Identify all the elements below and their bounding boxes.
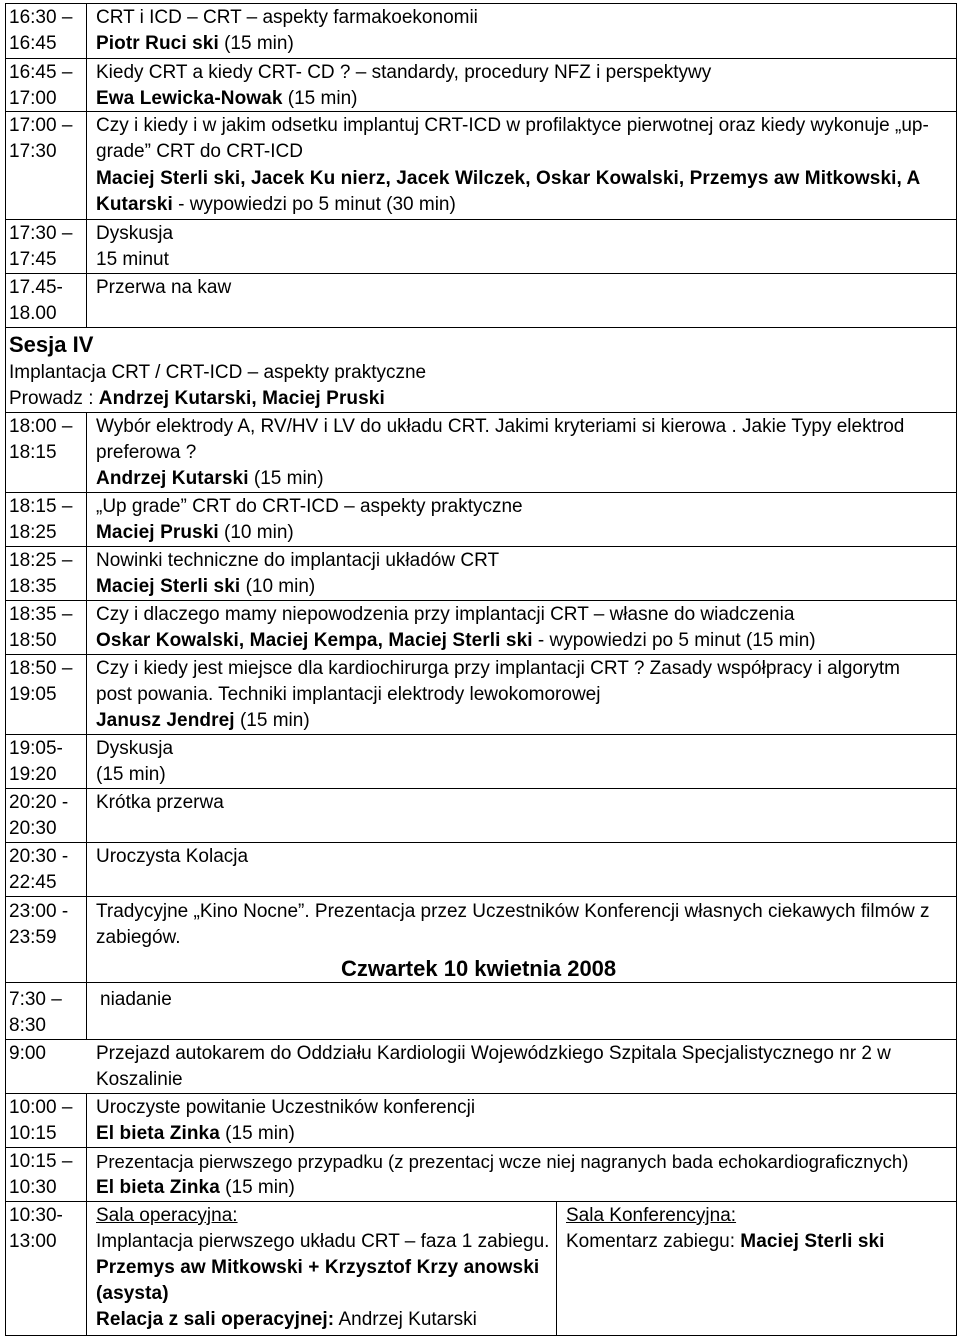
talk-title: Przerwa na kaw xyxy=(96,277,232,298)
relay-line xyxy=(96,1307,477,1333)
talk-title: Dyskusja xyxy=(96,738,174,759)
assist-line: (asysta) xyxy=(96,1283,169,1304)
talk-title-line2: Koszalinie xyxy=(96,1069,183,1090)
chairs-names: Andrzej Kutarski, Maciej Pruski xyxy=(98,388,385,409)
talk-speaker-line xyxy=(96,520,294,546)
duration: - wypowiedzi po 5 minut (15 min) xyxy=(537,630,816,651)
time-column-divider xyxy=(86,412,87,983)
talk-title: „Up grade” CRT do CRT-ICD – aspekty praktyczne xyxy=(96,496,523,517)
session-topic: Implantacja CRT / CRT-ICD – aspekty praktyczne xyxy=(9,362,427,383)
time-end: 22:45 xyxy=(9,872,57,893)
talk-title-line2: zabiegów. xyxy=(96,927,181,948)
commentary-label: Komentarz zabiegu: xyxy=(566,1231,735,1252)
speaker-name: Piotr Ruci ski xyxy=(96,33,219,54)
talk-title-line1: Wybór elektrody A, RV/HV i LV do układu CRT. Jakimi kryteriami si kierowa . Jakie Typy elektrod xyxy=(96,416,905,437)
talk-speaker-line xyxy=(96,192,456,218)
room-column-divider xyxy=(556,1201,557,1336)
time-end: 17:45 xyxy=(9,249,57,270)
day-heading: Czwartek 10 kwietnia 2008 xyxy=(341,956,617,981)
talk-speaker-line xyxy=(96,708,310,734)
time-end: 18:35 xyxy=(9,576,57,597)
time-end: 19:05 xyxy=(9,684,57,705)
talk-title: Nowinki techniczne do implantacji układów CRT xyxy=(96,550,500,571)
operators-line: Przemys aw Mitkowski + Krzysztof Krzy anowski xyxy=(96,1257,540,1278)
speaker-name: Maciej Pruski xyxy=(96,522,219,543)
talk-title: niadanie xyxy=(100,989,172,1010)
talk-speaker-line xyxy=(96,628,816,654)
speaker-name: Kutarski xyxy=(96,194,173,215)
row-divider xyxy=(5,273,957,274)
time-start: 10:15 – xyxy=(9,1151,73,1172)
duration: (15 min) xyxy=(253,468,324,489)
row-divider xyxy=(5,788,957,789)
speaker-name: Ewa Lewicka-Nowak xyxy=(96,88,283,109)
room-heading-conference: Sala Konferencyjna: xyxy=(566,1205,737,1226)
talk-title: Czy i dlaczego mamy niepowodzenia przy implantacji CRT – własne do wiadczenia xyxy=(96,604,795,625)
speaker-name: Andrzej Kutarski xyxy=(96,468,249,489)
speaker-name: Maciej Sterli ski xyxy=(96,576,241,597)
time-end: 18.00 xyxy=(9,303,57,324)
duration: (15 min) xyxy=(224,33,294,54)
row-divider xyxy=(5,842,957,843)
time-start: 18:15 – xyxy=(9,496,73,517)
row-divider xyxy=(5,654,957,655)
row-divider xyxy=(5,327,957,328)
talk-title: Uroczyste powitanie Uczestników konferencji xyxy=(96,1097,476,1118)
duration: (15 min) xyxy=(287,88,358,109)
time-end: 18:25 xyxy=(9,522,57,543)
time-start: 16:30 – xyxy=(9,7,73,28)
row-divider xyxy=(5,896,957,897)
time-start: 9:00 xyxy=(9,1043,46,1064)
row-divider xyxy=(5,492,957,493)
time-column-divider xyxy=(86,982,87,1039)
talk-speaker-line xyxy=(96,1121,295,1147)
time-end: 8:30 xyxy=(9,1015,46,1036)
time-start: 10:00 – xyxy=(9,1097,73,1118)
talk-title-line1: Przejazd autokarem do Oddziału Kardiologii Wojewódzkiego Szpitala Specjalistycznego nr 2 w xyxy=(96,1043,891,1064)
talk-speaker-line xyxy=(96,86,357,112)
talk-title: Krótka przerwa xyxy=(96,792,224,813)
row-divider xyxy=(5,1147,957,1148)
talk-title: CRT i ICD – CRT – aspekty farmakoekonomii xyxy=(96,7,478,28)
row-divider xyxy=(5,219,957,220)
talk-title: Uroczysta Kolacja xyxy=(96,846,249,867)
speaker-name: El bieta Zinka xyxy=(96,1177,220,1198)
time-column-divider xyxy=(86,3,87,328)
time-end: 18:15 xyxy=(9,442,57,463)
speaker-name: El bieta Zinka xyxy=(96,1123,220,1144)
talk-title-line1: Czy i kiedy jest miejsce dla kardiochirurga przy implantacji CRT ? Zasady współpracy i algorytm xyxy=(96,658,900,679)
time-start: 10:30- xyxy=(9,1205,63,1226)
row-divider xyxy=(5,734,957,735)
time-start: 19:05- xyxy=(9,738,63,759)
talk-title-line2: grade” CRT do CRT-ICD xyxy=(96,141,303,162)
chairs-label: Prowadz : xyxy=(9,388,94,409)
row-divider xyxy=(5,600,957,601)
talk-title: Prezentacja pierwszego przypadku (z prezentacj wcze niej nagranych bada echokardiograficznych) xyxy=(96,1151,909,1172)
talk-speaker-line xyxy=(96,1175,295,1201)
time-start: 20:30 - xyxy=(9,846,69,867)
talk-speaker-line xyxy=(96,31,294,57)
talk-speaker-line xyxy=(96,466,324,492)
speaker-name: Janusz Jendrej xyxy=(96,710,235,731)
session-chairs xyxy=(9,386,385,412)
time-end: 17:00 xyxy=(9,88,57,109)
duration: (15 min) xyxy=(96,764,166,785)
time-end: 20:30 xyxy=(9,818,57,839)
commentary-line xyxy=(566,1229,885,1255)
time-start: 23:00 - xyxy=(9,901,69,922)
time-column-divider xyxy=(86,1093,87,1336)
talk-title-line1: Czy i kiedy i w jakim odsetku implantuj CRT-ICD w profilaktyce pierwotnej oraz kiedy wykonuje „up- xyxy=(96,115,929,136)
time-end: 17:30 xyxy=(9,141,57,162)
talk-title: Dyskusja xyxy=(96,223,174,244)
time-start: 20:20 - xyxy=(9,792,69,813)
relay-label: Relacja z sali operacyjnej: xyxy=(96,1309,335,1330)
time-end: 23:59 xyxy=(9,927,57,948)
duration: (15 min) xyxy=(239,710,310,731)
row-divider xyxy=(5,1093,957,1094)
time-start: 18:00 – xyxy=(9,416,73,437)
procedure-line: Implantacja pierwszego układu CRT – faza 1 zabiegu. xyxy=(96,1231,550,1252)
duration: (15 min) xyxy=(225,1123,295,1144)
time-start: 18:25 – xyxy=(9,550,73,571)
room-heading-operating: Sala operacyjna: xyxy=(96,1205,238,1226)
duration: - wypowiedzi po 5 minut (30 min) xyxy=(178,194,456,215)
time-start: 17.45- xyxy=(9,277,63,298)
time-end: 18:50 xyxy=(9,630,57,651)
talk-speaker-line xyxy=(96,574,315,600)
time-end: 10:30 xyxy=(9,1177,57,1198)
talk-title-line2: preferowa ? xyxy=(96,442,197,463)
row-divider xyxy=(5,58,957,59)
duration: 15 minut xyxy=(96,249,169,270)
row-divider xyxy=(5,412,957,413)
row-divider xyxy=(5,1201,957,1202)
speaker-name: Oskar Kowalski, Maciej Kempa, Maciej Sterli ski xyxy=(96,630,533,651)
time-start: 7:30 – xyxy=(9,989,62,1010)
time-end: 16:45 xyxy=(9,33,57,54)
relay-name: Andrzej Kutarski xyxy=(338,1309,477,1330)
talk-title-line1: Tradycyjne „Kino Nocne”. Prezentacja przez Uczestników Konferencji własnych ciekawych filmów z xyxy=(96,901,930,922)
talk-title-line2: post powania. Techniki implantacji elektrody lewokomorowej xyxy=(96,684,601,705)
session-name: Sesja IV xyxy=(9,332,94,357)
row-divider xyxy=(5,546,957,547)
time-start: 17:00 – xyxy=(9,115,73,136)
talk-title: Kiedy CRT a kiedy CRT- CD ? – standardy, procedury NFZ i perspektywy xyxy=(96,62,712,83)
time-start: 16:45 – xyxy=(9,62,73,83)
row-divider xyxy=(5,1039,957,1040)
commentary-name: Maciej Sterli ski xyxy=(740,1231,885,1252)
time-start: 17:30 – xyxy=(9,223,73,244)
time-start: 18:50 – xyxy=(9,658,73,679)
duration: (10 min) xyxy=(245,576,316,597)
speaker-names-line1: Maciej Sterli ski, Jacek Ku nierz, Jacek Wilczek, Oskar Kowalski, Przemys aw Mitkowski, A xyxy=(96,168,921,189)
time-end: 10:15 xyxy=(9,1123,57,1144)
duration: (10 min) xyxy=(224,522,294,543)
time-start: 18:35 – xyxy=(9,604,73,625)
time-end: 19:20 xyxy=(9,764,57,785)
duration: (15 min) xyxy=(225,1177,295,1198)
time-end: 13:00 xyxy=(9,1231,57,1252)
